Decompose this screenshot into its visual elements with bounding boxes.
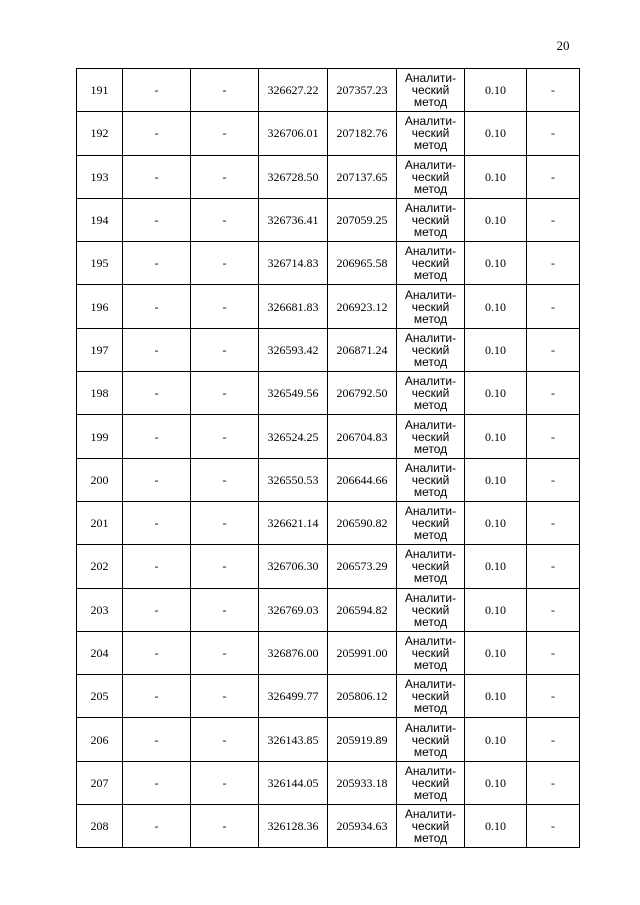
empty-cell: -: [191, 718, 259, 761]
method-cell: [397, 545, 465, 588]
x-coordinate-cell: 326706.30: [259, 545, 328, 588]
table-row: [77, 545, 580, 588]
point-number-cell: 205: [77, 675, 123, 718]
y-coordinate-cell: 206590.82: [328, 501, 397, 544]
point-number-cell: 193: [77, 155, 123, 198]
x-coordinate-cell: 326144.05: [259, 761, 328, 804]
table-row: [77, 285, 580, 328]
empty-cell: -: [527, 631, 580, 674]
x-coordinate-cell: 326681.83: [259, 285, 328, 328]
method-text-line: ческий: [411, 732, 450, 747]
y-coordinate-cell: 206644.66: [328, 458, 397, 501]
y-coordinate-cell: 205991.00: [328, 631, 397, 674]
empty-cell: -: [191, 328, 259, 371]
point-number-cell: 203: [77, 588, 123, 631]
y-coordinate-cell: 206923.12: [328, 285, 397, 328]
empty-cell: -: [123, 328, 191, 371]
x-coordinate-cell: 326627.22: [259, 69, 328, 112]
point-number-cell: 206: [77, 718, 123, 761]
x-coordinate-cell: 326769.03: [259, 588, 328, 631]
accuracy-cell: 0.10: [465, 458, 527, 501]
method-text-line: метод: [413, 95, 448, 110]
method-cell: [397, 415, 465, 458]
method-text-line: ческий: [411, 83, 450, 98]
y-coordinate-cell: 205806.12: [328, 675, 397, 718]
method-cell: [397, 198, 465, 241]
empty-cell: -: [123, 155, 191, 198]
table-row: [77, 761, 580, 804]
empty-cell: -: [191, 761, 259, 804]
method-text-line: метод: [413, 138, 448, 153]
table-row: [77, 69, 580, 112]
x-coordinate-cell: 326876.00: [259, 631, 328, 674]
x-coordinate-cell: 326706.01: [259, 112, 328, 155]
method-cell: [397, 805, 465, 848]
point-number-cell: 198: [77, 372, 123, 415]
table-row: [77, 112, 580, 155]
empty-cell: -: [527, 155, 580, 198]
method-text-line: ческий: [411, 472, 450, 487]
accuracy-cell: 0.10: [465, 372, 527, 415]
empty-cell: -: [191, 112, 259, 155]
table-row: [77, 805, 580, 848]
accuracy-cell: 0.10: [465, 588, 527, 631]
method-text-line: метод: [413, 658, 448, 672]
method-text-line: Аналити-: [404, 71, 457, 86]
empty-cell: -: [123, 545, 191, 588]
method-cell: [397, 675, 465, 718]
empty-cell: -: [527, 69, 580, 112]
method-text-line: метод: [413, 268, 448, 283]
empty-cell: -: [123, 112, 191, 155]
y-coordinate-cell: 207137.65: [328, 155, 397, 198]
empty-cell: -: [123, 372, 191, 415]
method-cell: [397, 761, 465, 804]
empty-cell: -: [527, 372, 580, 415]
empty-cell: -: [527, 458, 580, 501]
x-coordinate-cell: 326128.36: [259, 805, 328, 848]
accuracy-cell: 0.10: [465, 242, 527, 285]
y-coordinate-cell: 205919.89: [328, 718, 397, 761]
table-row: [77, 718, 580, 761]
method-text-line: метод: [413, 701, 448, 716]
empty-cell: -: [191, 285, 259, 328]
method-text-line: Аналити-: [404, 763, 457, 778]
method-cell: [397, 588, 465, 631]
y-coordinate-cell: 207059.25: [328, 198, 397, 241]
accuracy-cell: 0.10: [465, 69, 527, 112]
point-number-cell: 204: [77, 631, 123, 674]
accuracy-cell: 0.10: [465, 675, 527, 718]
y-coordinate-cell: 206871.24: [328, 328, 397, 371]
method-cell: [397, 458, 465, 501]
method-text-line: ческий: [411, 819, 450, 834]
empty-cell: -: [527, 198, 580, 241]
method-text-line: Аналити-: [404, 677, 457, 692]
table-row: [77, 588, 580, 631]
method-text-line: метод: [413, 225, 448, 240]
x-coordinate-cell: 326499.77: [259, 675, 328, 718]
method-text-line: метод: [413, 571, 448, 586]
method-text-line: ческий: [411, 169, 450, 184]
empty-cell: -: [123, 675, 191, 718]
method-text-line: Аналити-: [404, 720, 457, 735]
x-coordinate-cell: 326714.83: [259, 242, 328, 285]
accuracy-cell: 0.10: [465, 415, 527, 458]
point-number-cell: 200: [77, 458, 123, 501]
empty-cell: -: [527, 328, 580, 371]
method-text-line: ческий: [411, 386, 450, 401]
table-row: [77, 155, 580, 198]
table-body: [77, 69, 580, 848]
y-coordinate-cell: 206573.29: [328, 545, 397, 588]
accuracy-cell: 0.10: [465, 761, 527, 804]
method-text-line: Аналити-: [404, 157, 457, 172]
method-text-line: метод: [413, 787, 448, 802]
method-text-line: Аналити-: [404, 634, 457, 648]
point-number-cell: 196: [77, 285, 123, 328]
method-cell: [397, 631, 465, 674]
method-text-line: Аналити-: [404, 330, 457, 345]
empty-cell: -: [191, 415, 259, 458]
method-text-line: метод: [413, 831, 448, 846]
table-row: [77, 501, 580, 544]
empty-cell: -: [123, 458, 191, 501]
empty-cell: -: [123, 415, 191, 458]
empty-cell: -: [527, 718, 580, 761]
point-number-cell: 199: [77, 415, 123, 458]
point-number-cell: 192: [77, 112, 123, 155]
method-text-line: Аналити-: [404, 114, 457, 129]
method-text-line: метод: [413, 181, 448, 196]
empty-cell: -: [527, 285, 580, 328]
point-number-cell: 191: [77, 69, 123, 112]
accuracy-cell: 0.10: [465, 545, 527, 588]
empty-cell: -: [527, 761, 580, 804]
table-row: [77, 631, 580, 674]
y-coordinate-cell: 205934.63: [328, 805, 397, 848]
method-text-line: Аналити-: [404, 374, 457, 389]
empty-cell: -: [123, 501, 191, 544]
method-text-line: метод: [413, 311, 448, 326]
point-number-cell: 208: [77, 805, 123, 848]
method-cell: [397, 718, 465, 761]
y-coordinate-cell: 206594.82: [328, 588, 397, 631]
empty-cell: -: [123, 242, 191, 285]
method-text-line: ческий: [411, 256, 450, 271]
y-coordinate-cell: 207357.23: [328, 69, 397, 112]
y-coordinate-cell: 207182.76: [328, 112, 397, 155]
y-coordinate-cell: 206965.58: [328, 242, 397, 285]
accuracy-cell: 0.10: [465, 718, 527, 761]
empty-cell: -: [191, 545, 259, 588]
accuracy-cell: 0.10: [465, 805, 527, 848]
point-number-cell: 201: [77, 501, 123, 544]
method-text-line: метод: [413, 441, 448, 456]
method-text-line: метод: [413, 528, 448, 543]
empty-cell: -: [191, 588, 259, 631]
method-cell: [397, 328, 465, 371]
empty-cell: -: [123, 198, 191, 241]
table-row: [77, 328, 580, 371]
method-text-line: ческий: [411, 602, 450, 617]
method-text-line: Аналити-: [404, 460, 457, 475]
empty-cell: -: [191, 372, 259, 415]
empty-cell: -: [123, 761, 191, 804]
accuracy-cell: 0.10: [465, 328, 527, 371]
table-row: [77, 415, 580, 458]
empty-cell: -: [123, 69, 191, 112]
x-coordinate-cell: 326550.53: [259, 458, 328, 501]
method-cell: [397, 69, 465, 112]
empty-cell: -: [191, 501, 259, 544]
method-text-line: Аналити-: [404, 201, 457, 216]
y-coordinate-cell: 206704.83: [328, 415, 397, 458]
x-coordinate-cell: 326524.25: [259, 415, 328, 458]
method-cell: [397, 285, 465, 328]
accuracy-cell: 0.10: [465, 112, 527, 155]
empty-cell: -: [191, 805, 259, 848]
empty-cell: -: [191, 155, 259, 198]
page-number: 20: [556, 38, 570, 53]
accuracy-cell: 0.10: [465, 285, 527, 328]
method-text-line: ческий: [411, 559, 450, 574]
method-text-line: ческий: [411, 429, 450, 444]
accuracy-cell: 0.10: [465, 501, 527, 544]
empty-cell: -: [123, 805, 191, 848]
empty-cell: -: [123, 285, 191, 328]
empty-cell: -: [191, 198, 259, 241]
coordinates-table: [76, 68, 580, 848]
method-text-line: Аналити-: [404, 287, 457, 302]
empty-cell: -: [123, 718, 191, 761]
method-text-line: ческий: [411, 342, 450, 357]
x-coordinate-cell: 326736.41: [259, 198, 328, 241]
empty-cell: -: [527, 242, 580, 285]
method-cell: [397, 501, 465, 544]
accuracy-cell: 0.10: [465, 155, 527, 198]
empty-cell: -: [123, 631, 191, 674]
table-row: [77, 242, 580, 285]
empty-cell: -: [191, 242, 259, 285]
method-text-line: метод: [413, 354, 448, 369]
point-number-cell: 207: [77, 761, 123, 804]
y-coordinate-cell: 206792.50: [328, 372, 397, 415]
method-text-line: Аналити-: [404, 244, 457, 259]
empty-cell: -: [527, 675, 580, 718]
method-text-line: Аналити-: [404, 547, 457, 562]
accuracy-cell: 0.10: [465, 631, 527, 674]
method-text-line: Аналити-: [404, 807, 457, 822]
x-coordinate-cell: 326549.56: [259, 372, 328, 415]
x-coordinate-cell: 326143.85: [259, 718, 328, 761]
empty-cell: -: [527, 501, 580, 544]
method-text-line: метод: [413, 484, 448, 499]
table-row: [77, 458, 580, 501]
point-number-cell: 194: [77, 198, 123, 241]
method-text-line: метод: [413, 398, 448, 413]
empty-cell: -: [191, 631, 259, 674]
method-text-line: Аналити-: [404, 590, 457, 605]
method-text-line: метод: [413, 744, 448, 759]
x-coordinate-cell: 326621.14: [259, 501, 328, 544]
empty-cell: -: [191, 458, 259, 501]
method-text-line: ческий: [411, 689, 450, 704]
table-row: [77, 198, 580, 241]
empty-cell: -: [527, 545, 580, 588]
x-coordinate-cell: 326728.50: [259, 155, 328, 198]
method-cell: [397, 242, 465, 285]
method-text-line: ческий: [411, 126, 450, 141]
x-coordinate-cell: 326593.42: [259, 328, 328, 371]
method-text-line: ческий: [411, 213, 450, 228]
method-text-line: Аналити-: [404, 417, 457, 432]
empty-cell: -: [191, 69, 259, 112]
table-row: [77, 675, 580, 718]
point-number-cell: 197: [77, 328, 123, 371]
empty-cell: -: [123, 588, 191, 631]
table-row: [77, 372, 580, 415]
point-number-cell: 195: [77, 242, 123, 285]
method-text-line: ческий: [411, 646, 450, 660]
accuracy-cell: 0.10: [465, 198, 527, 241]
empty-cell: -: [527, 415, 580, 458]
empty-cell: -: [527, 588, 580, 631]
point-number-cell: 202: [77, 545, 123, 588]
y-coordinate-cell: 205933.18: [328, 761, 397, 804]
method-text-line: ческий: [411, 775, 450, 790]
method-text-line: Аналити-: [404, 504, 457, 519]
empty-cell: -: [191, 675, 259, 718]
empty-cell: -: [527, 805, 580, 848]
method-cell: [397, 112, 465, 155]
empty-cell: -: [527, 112, 580, 155]
method-text-line: метод: [413, 614, 448, 629]
method-cell: [397, 372, 465, 415]
method-text-line: ческий: [411, 516, 450, 531]
method-text-line: ческий: [411, 299, 450, 314]
method-cell: [397, 155, 465, 198]
